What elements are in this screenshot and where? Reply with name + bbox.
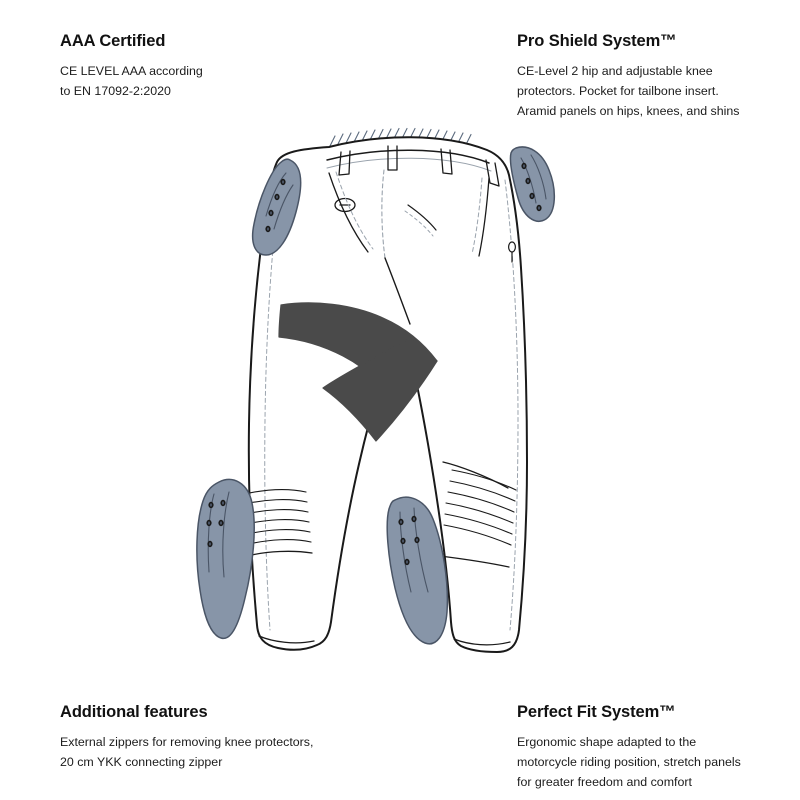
waist-button-icon [335, 199, 355, 212]
callout-title: Additional features [60, 703, 208, 721]
callout-aaa-certified [60, 32, 340, 101]
callout-line: protectors. Pocket for tailbone insert. [517, 83, 719, 98]
callout-body [60, 61, 340, 101]
callout-additional-features [60, 703, 340, 772]
callout-line: CE LEVEL AAA according [60, 63, 203, 78]
callout-line: 20 cm YKK connecting zipper [60, 754, 223, 769]
callout-line: to EN 17092-2:2020 [60, 83, 171, 98]
callout-pro-shield-system [517, 32, 797, 121]
hip-protector-right [510, 147, 554, 221]
knee-protector-left [197, 480, 254, 639]
callout-line: CE-Level 2 hip and adjustable knee [517, 63, 713, 78]
callout-line: Ergonomic shape adapted to the [517, 734, 697, 749]
callout-line: Aramid panels on hips, knees, and shins [517, 103, 740, 118]
callout-body [517, 732, 797, 792]
callout-line: motorcycle riding position, stretch panels [517, 754, 741, 769]
callout-line: for greater freedom and comfort [517, 774, 692, 789]
callout-line: External zippers for removing knee protectors, [60, 734, 314, 749]
callout-body [517, 61, 797, 121]
callout-perfect-fit-system [517, 703, 797, 792]
callout-title: Perfect Fit System™ [517, 703, 676, 721]
callout-title: Pro Shield System™ [517, 32, 677, 50]
knee-protector-right [387, 497, 447, 644]
callout-body [60, 732, 340, 772]
callout-title: AAA Certified [60, 32, 166, 50]
